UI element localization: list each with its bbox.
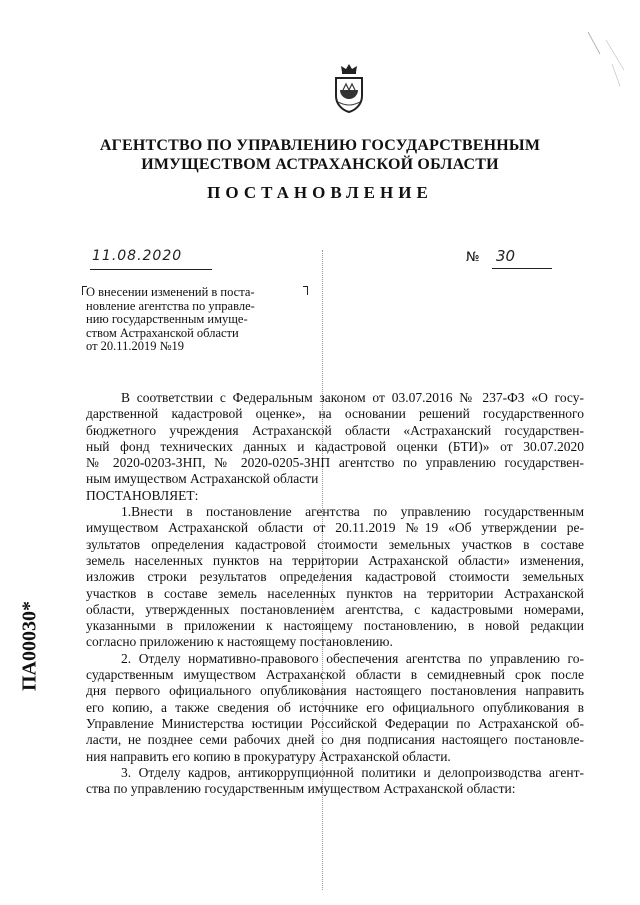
body-line: согласно приложению к настоящему постановлению. [86, 634, 393, 650]
body-line: Управление Министерства юстиции Российской Федерации по Астраханской об- [86, 715, 584, 731]
agency-name [0, 136, 640, 174]
body-line: В соответствии с Федеральным законом от 03.07.2016 № 237-ФЗ «О госу- [121, 390, 584, 405]
body-line: дарственной кадастровой оценке», на основании решений государственного [86, 406, 584, 422]
body-line: сударственным имуществом Астраханской области в семидневный срок после [86, 667, 584, 683]
subject-line: нию государственным имуще- [86, 312, 248, 326]
body-line: ласти, не позднее семи рабочих дней со дня подписания настоящего постановле- [86, 732, 584, 748]
body-line: зультатов определения кадастровой стоимости земельных участков в составе [86, 536, 584, 552]
scan-scratch-marks [586, 30, 626, 90]
body-line: изложив строки результатов определения кадастровой стоимости земельных [86, 569, 584, 585]
agency-name-line-1: АГЕНТСТВО ПО УПРАВЛЕНИЮ ГОСУДАРСТВЕННЫМ [99, 137, 541, 154]
subject-line: новление агентства по управле- [86, 298, 255, 313]
subject-line: от 20.11.2019 №19 [86, 339, 185, 353]
body-line: земель населенных пунктов на территории Астраханской области» изменения, [86, 552, 584, 568]
body-line: 3. Отделу кадров, антикоррупционной политики и делопроизводства агент- [121, 764, 584, 780]
body-line: ства по управлению государственным имуществом Астраханской области: [86, 781, 516, 797]
body-line: бюджетного учреждения Астраханской области «Астраханский государствен- [86, 422, 584, 438]
body-line: дня первого официального опубликования настоящего постановления направить [86, 683, 584, 699]
number-label: № [466, 250, 480, 265]
body-text [86, 390, 584, 797]
body-line: указанными в приложении к настоящему постановлению, в новой редакции [86, 618, 584, 634]
body-line: ния направить его копию в прокуратуру Астраханской области. [86, 748, 451, 764]
date-value: 11.08.2020 [92, 248, 183, 264]
subject-line: О внесении изменений в поста- [86, 285, 255, 299]
body-line: 1.Внести в постановление агентства по управлению государственным [121, 504, 584, 520]
registration-stamp [10, 596, 50, 696]
body-line: ный фонд технических данных и кадастровой оценки (БТИ)» от 30.07.2020 [86, 438, 584, 454]
body-line: ным имуществом Астраханской области [86, 471, 319, 487]
agency-name-line-2: ИМУЩЕСТВОМ АСТРАХАНСКОЙ ОБЛАСТИ [141, 156, 499, 173]
body-line: его копию, а также сведения об источнике его официального опубликования в [86, 699, 584, 715]
coat-of-arms-emblem [328, 62, 370, 114]
number-field [466, 247, 552, 269]
body-line: области, утвержденных постановлением агентства, с кадастровыми номерами, [86, 601, 584, 617]
body-line: 2. Отделу нормативно-правового обеспечения агентства по управлению го- [121, 650, 584, 666]
registration-stamp-text: ПА00030* [18, 601, 41, 691]
number-underline [492, 268, 552, 269]
subject-block [86, 286, 306, 354]
number-value: 30 [496, 247, 516, 265]
body-line: имуществом Астраханской области от 20.11.2019 №19 «Об утверждении ре- [86, 520, 584, 536]
subject-line: ством Астраханской области [86, 325, 239, 340]
date-field [90, 250, 212, 270]
resolves-heading: ПОСТАНОВЛЯЕТ: [86, 487, 199, 503]
body-line: № 2020-0203-ЗНП, № 2020-0205-ЗНП агентство по управлению государствен- [86, 455, 584, 471]
document-type-title: ПОСТАНОВЛЕНИЕ [207, 183, 433, 202]
body-line: участков в составе земель населенных пунктов на территории Астраханской [86, 585, 584, 601]
